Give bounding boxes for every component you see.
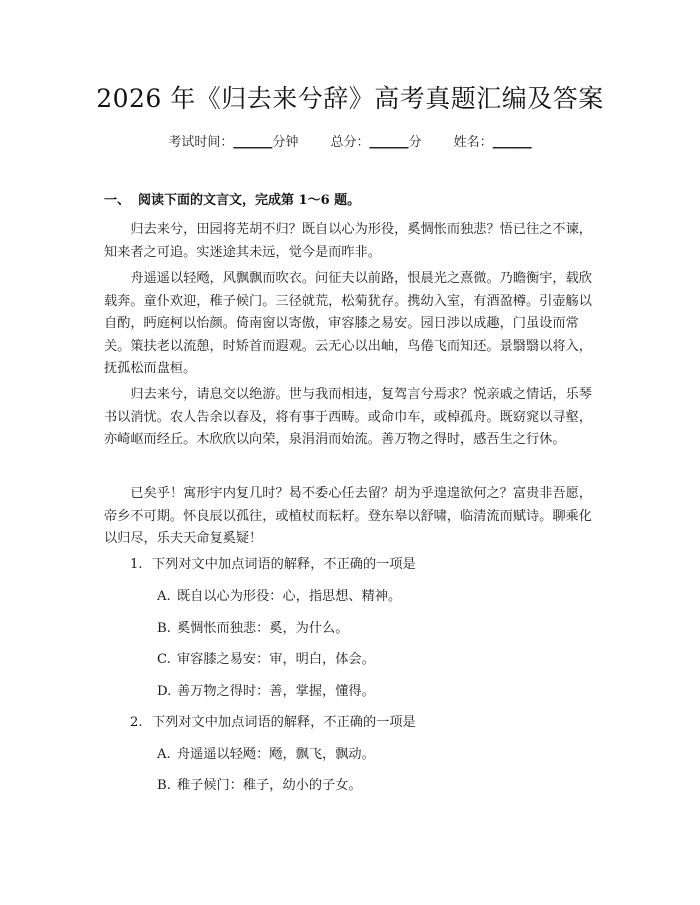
option-label: A.: [157, 589, 171, 604]
option-label: B.: [157, 778, 171, 793]
exam-meta-line: [0, 134, 700, 152]
question-2-option-b: [157, 777, 362, 795]
passage-paragraph: 归去来兮，请息交以绝游。世与我而相违，复驾言兮焉求？悦亲戚之情话，乐琴书以消忧。农人告余以春及，将有事于西畴。或命巾车，或棹孤舟。既窈窕以寻壑，亦崎岖而经丘。木欣欣以向荣，泉涓涓而始流。善万物之得时，感吾生之行休。: [104, 387, 592, 447]
question-number: 1.: [130, 557, 143, 572]
question-number: 2.: [130, 715, 143, 730]
section-number: 一、: [104, 193, 131, 208]
student-name-field: [454, 135, 532, 150]
passage-paragraph: 归去来兮，田园将芜胡不归？既自以心为形役，奚惆怅而独悲？悟已往之不谏，知来者之可追。实迷途其未远，觉今是而昨非。: [104, 222, 592, 260]
question-text: 下列对文中加点词语的解释，不正确的一项是: [152, 557, 416, 572]
question-1-option-d: [157, 683, 375, 701]
option-text: 稚子候门：稚子，幼小的子女。: [177, 778, 362, 793]
document-title: 2026 年《归去来兮辞》高考真题汇编及答案: [96, 84, 604, 113]
question-2-stem: [130, 714, 416, 732]
question-text: 下列对文中加点词语的解释，不正确的一项是: [152, 715, 416, 730]
option-label: B.: [157, 621, 171, 636]
exam-time-unit: 分钟: [272, 135, 299, 150]
option-label: C.: [157, 652, 171, 667]
question-2-option-a: [157, 746, 375, 764]
total-score-label: 总分：: [330, 135, 370, 150]
student-name-blank: ______: [492, 135, 532, 150]
option-label: D.: [157, 684, 172, 699]
option-text: 善万物之得时：善，掌握，懂得。: [177, 684, 375, 699]
total-score-unit: 分: [408, 135, 422, 150]
passage-paragraph: 已矣乎！寓形宇内复几时？曷不委心任去留？胡为乎遑遑欲何之？富贵非吾愿，帝乡不可期。怀良辰以孤往，或植杖而耘耔。登东皋以舒啸，临清流而赋诗。聊乘化以归尽，乐夫天命复奚疑！: [104, 486, 592, 546]
option-label: A.: [157, 747, 171, 762]
student-name-label: 姓名：: [453, 135, 493, 150]
exam-time-field: [168, 135, 302, 150]
section-instruction: 阅读下面的文言文，完成第 1～6 题。: [138, 193, 361, 208]
exam-time-label: 考试时间：: [168, 135, 234, 150]
passage-paragraph: 舟遥遥以轻飏，风飘飘而吹衣。问征夫以前路，恨晨光之熹微。乃瞻衡宇，载欣载奔。童仆欢迎，稚子候门。三径就荒，松菊犹存。携幼入室，有酒盈樽。引壶觞以自酌，眄庭柯以怡颜。倚南窗以寄傲，审容膝之易安。园日涉以成趣，门虽设而常关。策扶老以流憩，时矫首而遐观。云无心以出岫，鸟倦飞而知还。景翳翳以将入，抚孤松而盘桓。: [104, 271, 592, 376]
option-text: 审容膝之易安：审，明白，体会。: [177, 652, 375, 667]
total-score-blank: ______: [369, 135, 409, 150]
question-1-option-b: [157, 620, 348, 638]
exam-time-blank: ______: [233, 135, 273, 150]
section-heading: [104, 192, 360, 210]
total-score-field: [330, 135, 425, 150]
question-1-option-a: [157, 588, 401, 606]
option-text: 奚惆怅而独悲：奚，为什么。: [177, 621, 349, 636]
question-1-stem: [130, 556, 416, 574]
option-text: 舟遥遥以轻飏：飏，飘飞，飘动。: [177, 747, 375, 762]
option-text: 既自以心为形役：心，指思想、精神。: [177, 589, 402, 604]
question-1-option-c: [157, 651, 375, 669]
